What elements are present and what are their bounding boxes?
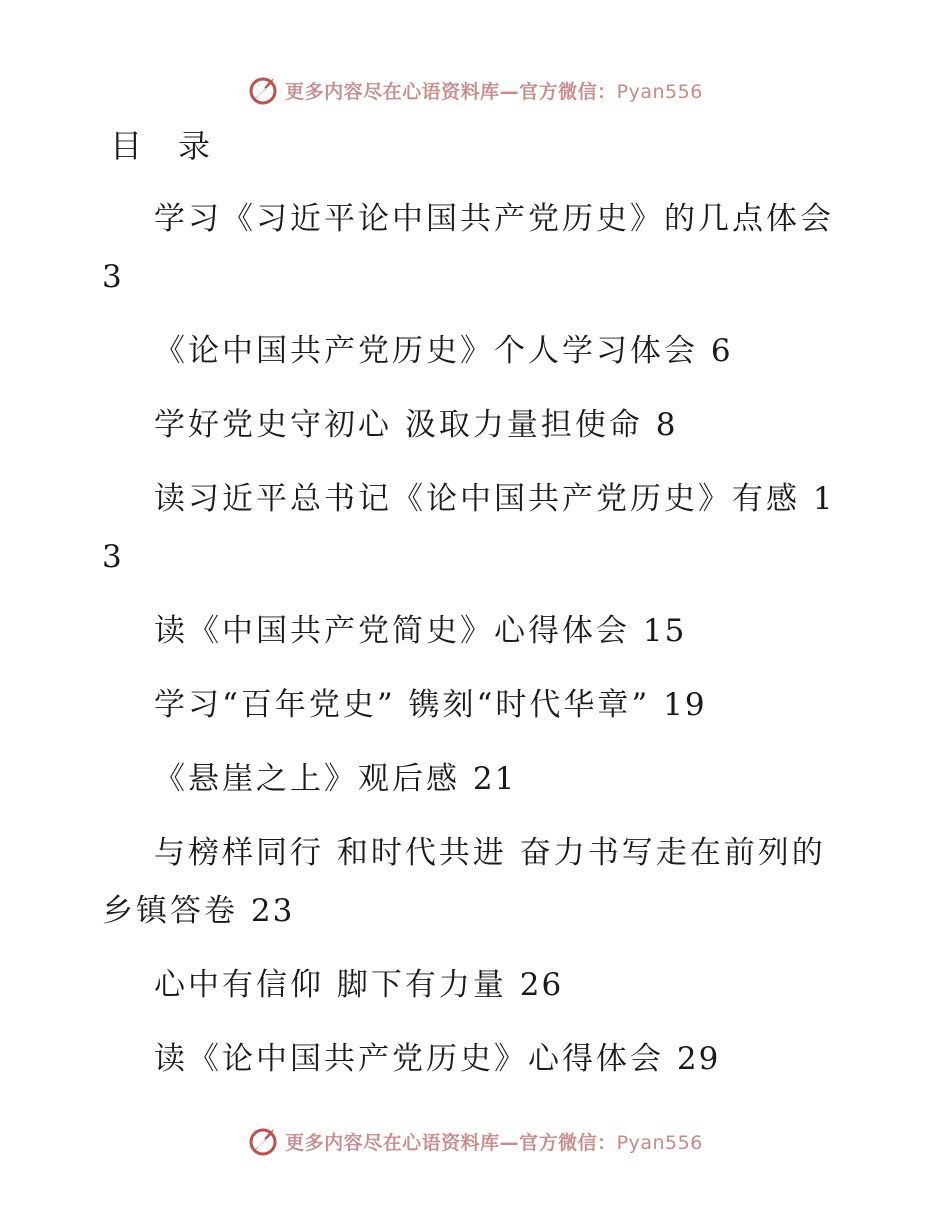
toc-entry[interactable] [102, 322, 842, 380]
toc-entry-title: 《悬崖之上》观后感 [154, 761, 460, 797]
toc-entry-page: 21 [472, 761, 517, 797]
toc-entry-title: 读习近平总书记《论中国共产党历史》有感 [154, 481, 800, 517]
watermark-wechat-id: Pyan556 [616, 1131, 703, 1154]
toc-entry[interactable] [102, 824, 842, 940]
toc-entry-title: 与榜样同行 和时代共进 奋力书写走在前列的乡镇答卷 [102, 835, 826, 929]
header-watermark [0, 70, 950, 110]
table-of-contents [102, 190, 842, 1104]
toc-entry[interactable] [102, 676, 842, 734]
toc-entry-title: 心中有信仰 脚下有力量 [154, 967, 507, 1003]
toc-entry-title: 《论中国共产党历史》个人学习体会 [154, 333, 698, 369]
toc-entry-title: 学习“百年党史” 镌刻“时代华章” [154, 687, 651, 723]
toc-entry[interactable] [102, 190, 842, 306]
toc-entry[interactable] [102, 750, 842, 808]
toc-entry-page: 29 [676, 1041, 721, 1077]
watermark-text: 更多内容尽在心语资料库—官方微信：Pyan556 [285, 80, 703, 103]
toc-title: 目 录 [110, 127, 213, 165]
toc-entry-page: 3 [102, 259, 124, 295]
toc-entry-title: 学好党史守初心 汲取力量担使命 [154, 407, 643, 443]
quill-pen-logo-icon [247, 1125, 279, 1157]
toc-entry[interactable] [102, 1030, 842, 1088]
toc-entry-page: 15 [642, 613, 687, 649]
watermark-text: 更多内容尽在心语资料库—官方微信：Pyan556 [285, 1131, 703, 1154]
toc-entry-page: 19 [663, 687, 707, 723]
watermark-wechat-id: Pyan556 [616, 80, 703, 103]
toc-entry[interactable] [102, 396, 842, 454]
toc-entry-page: 13 [102, 481, 835, 575]
toc-entry-page: 8 [655, 407, 678, 443]
toc-entry-page: 26 [519, 967, 564, 1003]
toc-entry[interactable] [102, 956, 842, 1014]
toc-entry-title: 读《论中国共产党历史》心得体会 [154, 1041, 664, 1077]
toc-entry-title: 读《中国共产党简史》心得体会 [154, 613, 630, 649]
toc-entry[interactable] [102, 470, 842, 586]
toc-entry-title: 学习《习近平论中国共产党历史》的几点体会 [154, 201, 834, 237]
footer-watermark [0, 1121, 950, 1161]
quill-pen-logo-icon [247, 74, 279, 106]
toc-entry-page: 23 [250, 893, 295, 929]
toc-entry-page: 6 [710, 333, 733, 369]
toc-entry[interactable] [102, 602, 842, 660]
